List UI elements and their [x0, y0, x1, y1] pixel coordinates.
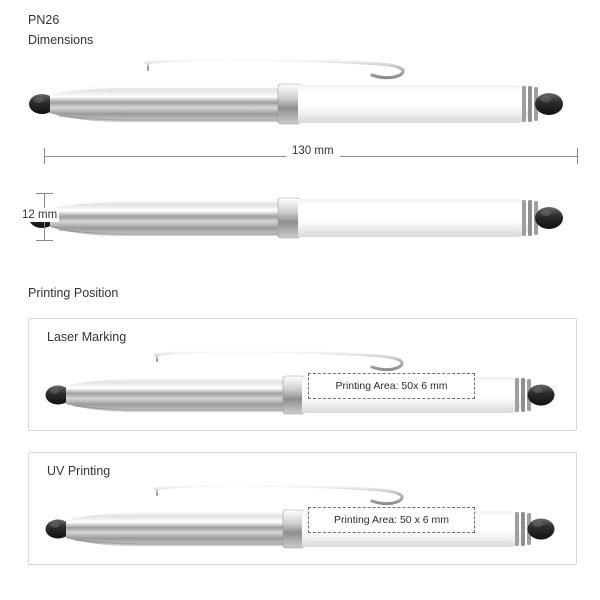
dimensions-section-label: Dimensions: [28, 33, 94, 47]
pen-illustration-laser: [45, 345, 565, 427]
height-tick-bottom: [36, 240, 53, 241]
printing-position-label: Printing Position: [28, 286, 119, 300]
length-value-label: 130 mm: [286, 145, 340, 157]
printing-area-label-uv: Printing Area: 50 x 6 mm: [334, 514, 449, 526]
printing-panel-laser-marking: [28, 318, 577, 431]
height-tick-top: [36, 193, 53, 194]
pen-illustration-top: [28, 58, 576, 130]
length-tick-left: [44, 148, 45, 164]
pen-illustration-side: [28, 182, 576, 250]
printing-area-box-laser: [308, 373, 475, 399]
panel-title-laser-marking: Laser Marking: [47, 330, 127, 344]
page-title: PN26: [28, 13, 60, 27]
printing-area-label-laser: Printing Area: 50x 6 mm: [335, 380, 448, 392]
height-value-label: 12 mm: [22, 209, 58, 221]
pen-illustration-uv: [45, 479, 565, 561]
printing-panel-uv-printing: [28, 452, 577, 565]
panel-title-uv-printing: UV Printing: [47, 464, 111, 478]
length-tick-right: [577, 148, 578, 164]
printing-area-box-uv: [308, 507, 475, 533]
